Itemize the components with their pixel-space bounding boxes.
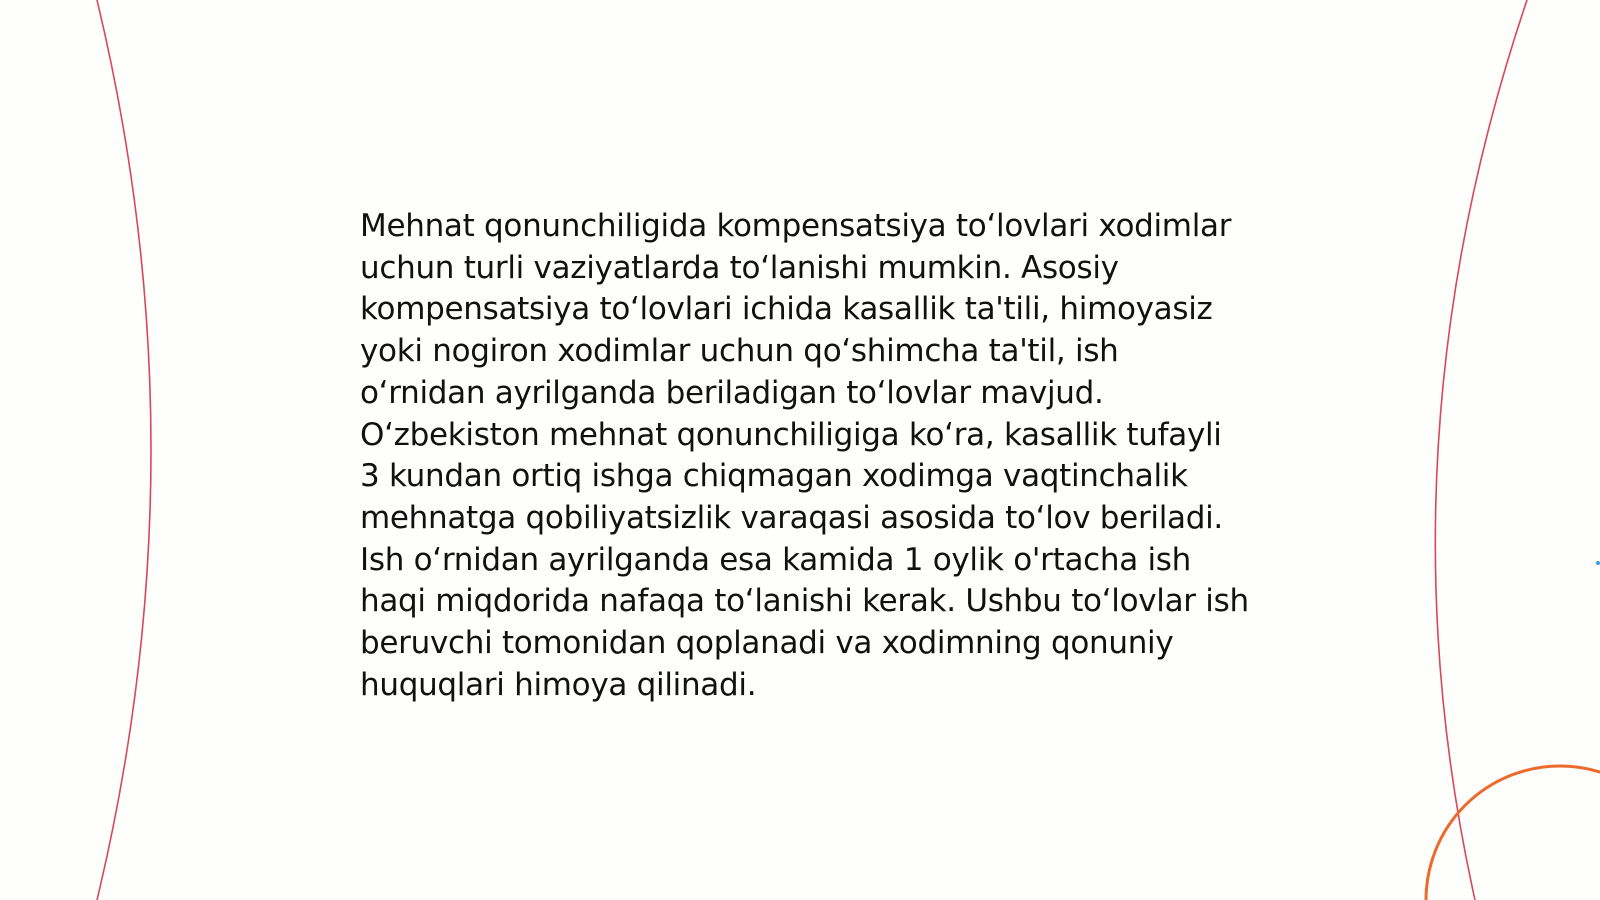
right-curve [1435,0,1527,900]
orange-arc [1426,766,1600,900]
left-curve [97,0,151,900]
accent-dot [1596,561,1600,565]
slide-body-text: Mehnat qonunchiligida kompensatsiya to‘lovlari xodimlar uchun turli vaziyatlarda to‘lanishi mumkin. Asosiy kompensatsiya to‘lovlari ichida kasallik ta'tili, himoyasiz yoki nogiron xodimlar uchun qo‘shimcha ta'til, ish o‘rnidan ayrilganda beriladigan to‘lovlar mavjud. O‘zbekiston mehnat qonunchiligiga ko‘ra, kasallik tufayli 3 kundan ortiq ishga chiqmagan xodimga vaqtinchalik mehnatga qobiliyatsizlik varaqasi asosida to‘lov beriladi. Ish o‘rnidan ayrilganda esa kamida 1 oylik o'rtacha ish haqi miqdorida nafaqa to‘lanishi kerak. Ushbu to‘lovlar ish beruvchi tomonidan qoplanadi va xodimning qonuniy huquqlari himoya qilinadi. [360,208,1249,703]
